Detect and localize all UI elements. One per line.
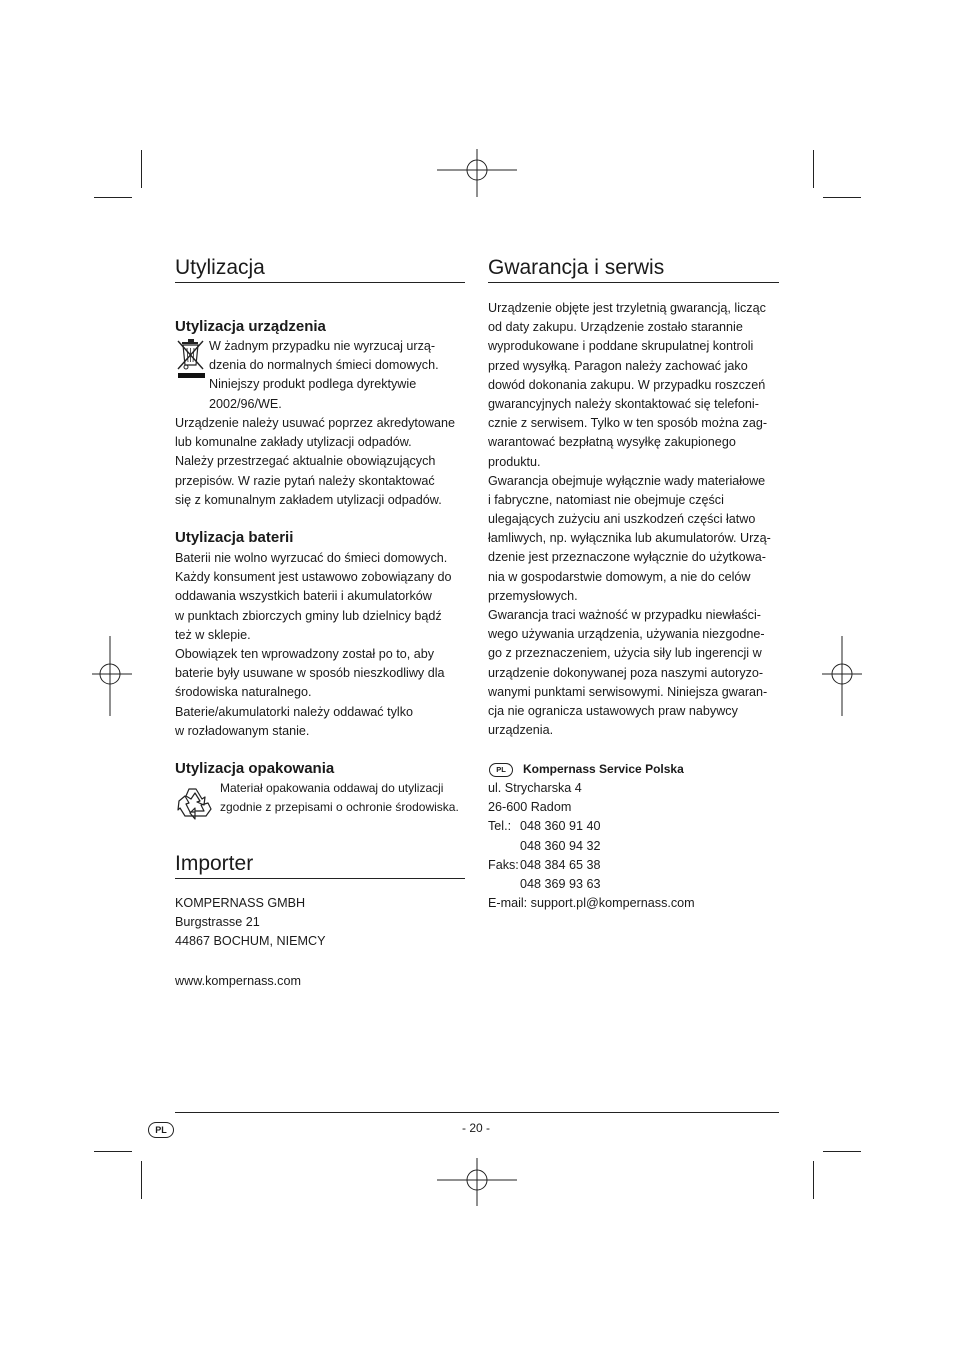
text-line: Urządzenie należy usuwać poprzez akredytowane	[175, 416, 456, 430]
text-line: ulegających zużyciu ani uszkodzeń części łatwo	[488, 512, 756, 527]
crop-mark	[94, 197, 132, 198]
warranty-text	[488, 299, 771, 740]
subsection-title-battery: Utylizacja baterii	[175, 529, 294, 546]
fax-label: Faks:	[488, 857, 519, 872]
page-number: - 20 -	[462, 1121, 491, 1135]
text-line: Gwarancja obejmuje wyłącznie wady materiałowe	[488, 473, 766, 488]
subsection-title-packaging: Utylizacja opakowania	[175, 760, 335, 777]
text-line: środowiska naturalnego.	[175, 685, 312, 700]
fax-number: 048 384 65 38	[520, 857, 601, 872]
section-rule	[175, 282, 465, 283]
registration-mark-top	[437, 149, 517, 197]
text-line: W żadnym przypadku nie wyrzucaj urzą-	[209, 339, 436, 353]
text-line: urządzenia.	[488, 723, 554, 738]
text-line: Baterie/akumulatorki należy oddawać tylko	[175, 704, 414, 719]
text-line: Baterii nie wolno wyrzucać do śmieci domowych.	[175, 551, 448, 565]
battery-text	[175, 549, 452, 741]
section-title-disposal: Utylizacja	[175, 256, 265, 279]
crop-mark	[813, 1161, 814, 1199]
service-address	[488, 779, 695, 913]
text-line: Każdy konsument jest ustawowo zobowiązany do	[175, 570, 452, 585]
country-badge-pl: PL	[489, 763, 513, 777]
section-title-warranty: Gwarancja i serwis	[488, 256, 665, 279]
text-line: Należy przestrzegać aktualnie obowiązujących	[175, 454, 436, 469]
text-line: w punktach zbiorczych gminy lub dzielnicy bądź	[175, 608, 442, 623]
text-line: Obowiązek ten wprowadzony został po to, aby	[175, 646, 435, 661]
registration-mark-bottom	[437, 1158, 517, 1206]
text-line: produktu.	[488, 454, 541, 469]
text-line: Materiał opakowania oddawaj do utylizacji	[220, 781, 444, 795]
text-line: oddawania wszystkich baterii i akumulatorków	[175, 589, 432, 604]
text-line: się z komunalnym zakładem utylizacji odpadów.	[175, 492, 442, 507]
text-line: wego używania urządzenia, używania niezgodne-	[488, 627, 765, 642]
crop-mark	[141, 150, 142, 188]
text-line: też w sklepie.	[175, 627, 251, 642]
service-email[interactable]: E-mail: support.pl@kompernass.com	[488, 896, 695, 911]
text-line: przemysłowych.	[488, 588, 578, 603]
text-line: urządzenie dokonywanej poza naszymi autoryzo-	[488, 665, 764, 680]
text-line: Burgstrasse 21	[175, 915, 260, 930]
footer-rule	[175, 1112, 779, 1113]
importer-address	[175, 894, 325, 952]
tel-number: 048 360 94 32	[520, 838, 601, 853]
crop-mark	[813, 150, 814, 188]
section-rule	[175, 878, 465, 879]
text-line: warantować bezpłatną wysyłkę zakupionego	[488, 435, 736, 450]
text-line: go z przeznaczeniem, użycia siły lub ingerencji w	[488, 646, 762, 661]
text-line: Niniejszy produkt podlega dyrektywie	[209, 377, 417, 392]
crop-mark	[823, 1151, 861, 1152]
crop-mark	[823, 197, 861, 198]
subsection-title-device: Utylizacja urządzenia	[175, 318, 326, 335]
packaging-indented-text	[220, 779, 459, 817]
text-line: Gwarancja traci ważność w przypadku niewłaści-	[488, 608, 761, 622]
section-rule	[488, 282, 779, 283]
crop-mark	[94, 1151, 132, 1152]
service-city: 26-600 Radom	[488, 800, 572, 815]
service-name: Kompernass Service Polska	[523, 762, 684, 776]
service-street: ul. Strycharska 4	[488, 781, 582, 795]
text-line: 2002/96/WE.	[209, 396, 282, 411]
text-line: dowód dokonania zakupu. W przypadku roszczeń	[488, 377, 766, 392]
text-line: 44867 BOCHUM, NIEMCY	[175, 934, 326, 949]
text-line: gwarancyjnych należy skontaktować się telefoni-	[488, 396, 759, 411]
device-text	[175, 414, 455, 510]
text-line: dzenie jest przeznaczone wyłącznie do użytkowa-	[488, 550, 766, 565]
registration-mark-right	[822, 636, 862, 716]
footer-country-badge-pl: PL	[148, 1122, 174, 1138]
text-line: przepisów. W razie pytań należy skontaktować	[175, 473, 435, 488]
importer-website-link[interactable]: www.kompernass.com	[175, 974, 301, 988]
tel-label: Tel.:	[488, 819, 512, 834]
registration-mark-left	[92, 636, 132, 716]
text-line: wanymi punktami serwisowymi. Niniejsza gwaran-	[488, 684, 768, 699]
text-line: wyprodukowane i poddane skrupulatnej kontroli	[488, 339, 754, 354]
text-line: lub komunalne zakłady utylizacji odpadów.	[175, 435, 412, 450]
text-line: cja nie ogranicza ustawowych praw nabywcy	[488, 703, 738, 718]
text-line: przed wysyłką. Paragon należy zachować jako	[488, 358, 748, 373]
text-line: Urządzenie objęte jest trzyletnią gwarancją, licząc	[488, 301, 766, 315]
crop-mark	[141, 1161, 142, 1199]
text-line: KOMPERNASS GMBH	[175, 896, 306, 910]
text-line: i fabryczne, natomiast nie obejmuje części	[488, 492, 724, 507]
text-line: od daty zakupu. Urządzenie zostało starannie	[488, 320, 743, 335]
text-line: zgodnie z przepisami o ochronie środowiska.	[220, 800, 459, 815]
section-title-importer: Importer	[175, 852, 254, 875]
recycling-icon	[176, 784, 214, 822]
text-line: baterie były usuwane w sposób nieszkodliwy dla	[175, 666, 445, 681]
text-line: w rozładowanym stanie.	[175, 723, 310, 738]
text-line: cznie z serwisem. Tylko w ten sposób można zag-	[488, 416, 768, 431]
text-line: łamliwych, np. wyłącznika lub akumulatorów. Urzą-	[488, 531, 771, 546]
crossed-out-wheelie-bin-icon	[176, 338, 206, 382]
text-line: dzenia do normalnych śmieci domowych.	[209, 358, 439, 373]
tel-number: 048 360 91 40	[520, 819, 601, 834]
text-line: nia w gospodarstwie domowym, a nie do celów	[488, 569, 751, 584]
fax-number: 048 369 93 63	[520, 876, 601, 891]
device-indented-text	[209, 337, 439, 414]
